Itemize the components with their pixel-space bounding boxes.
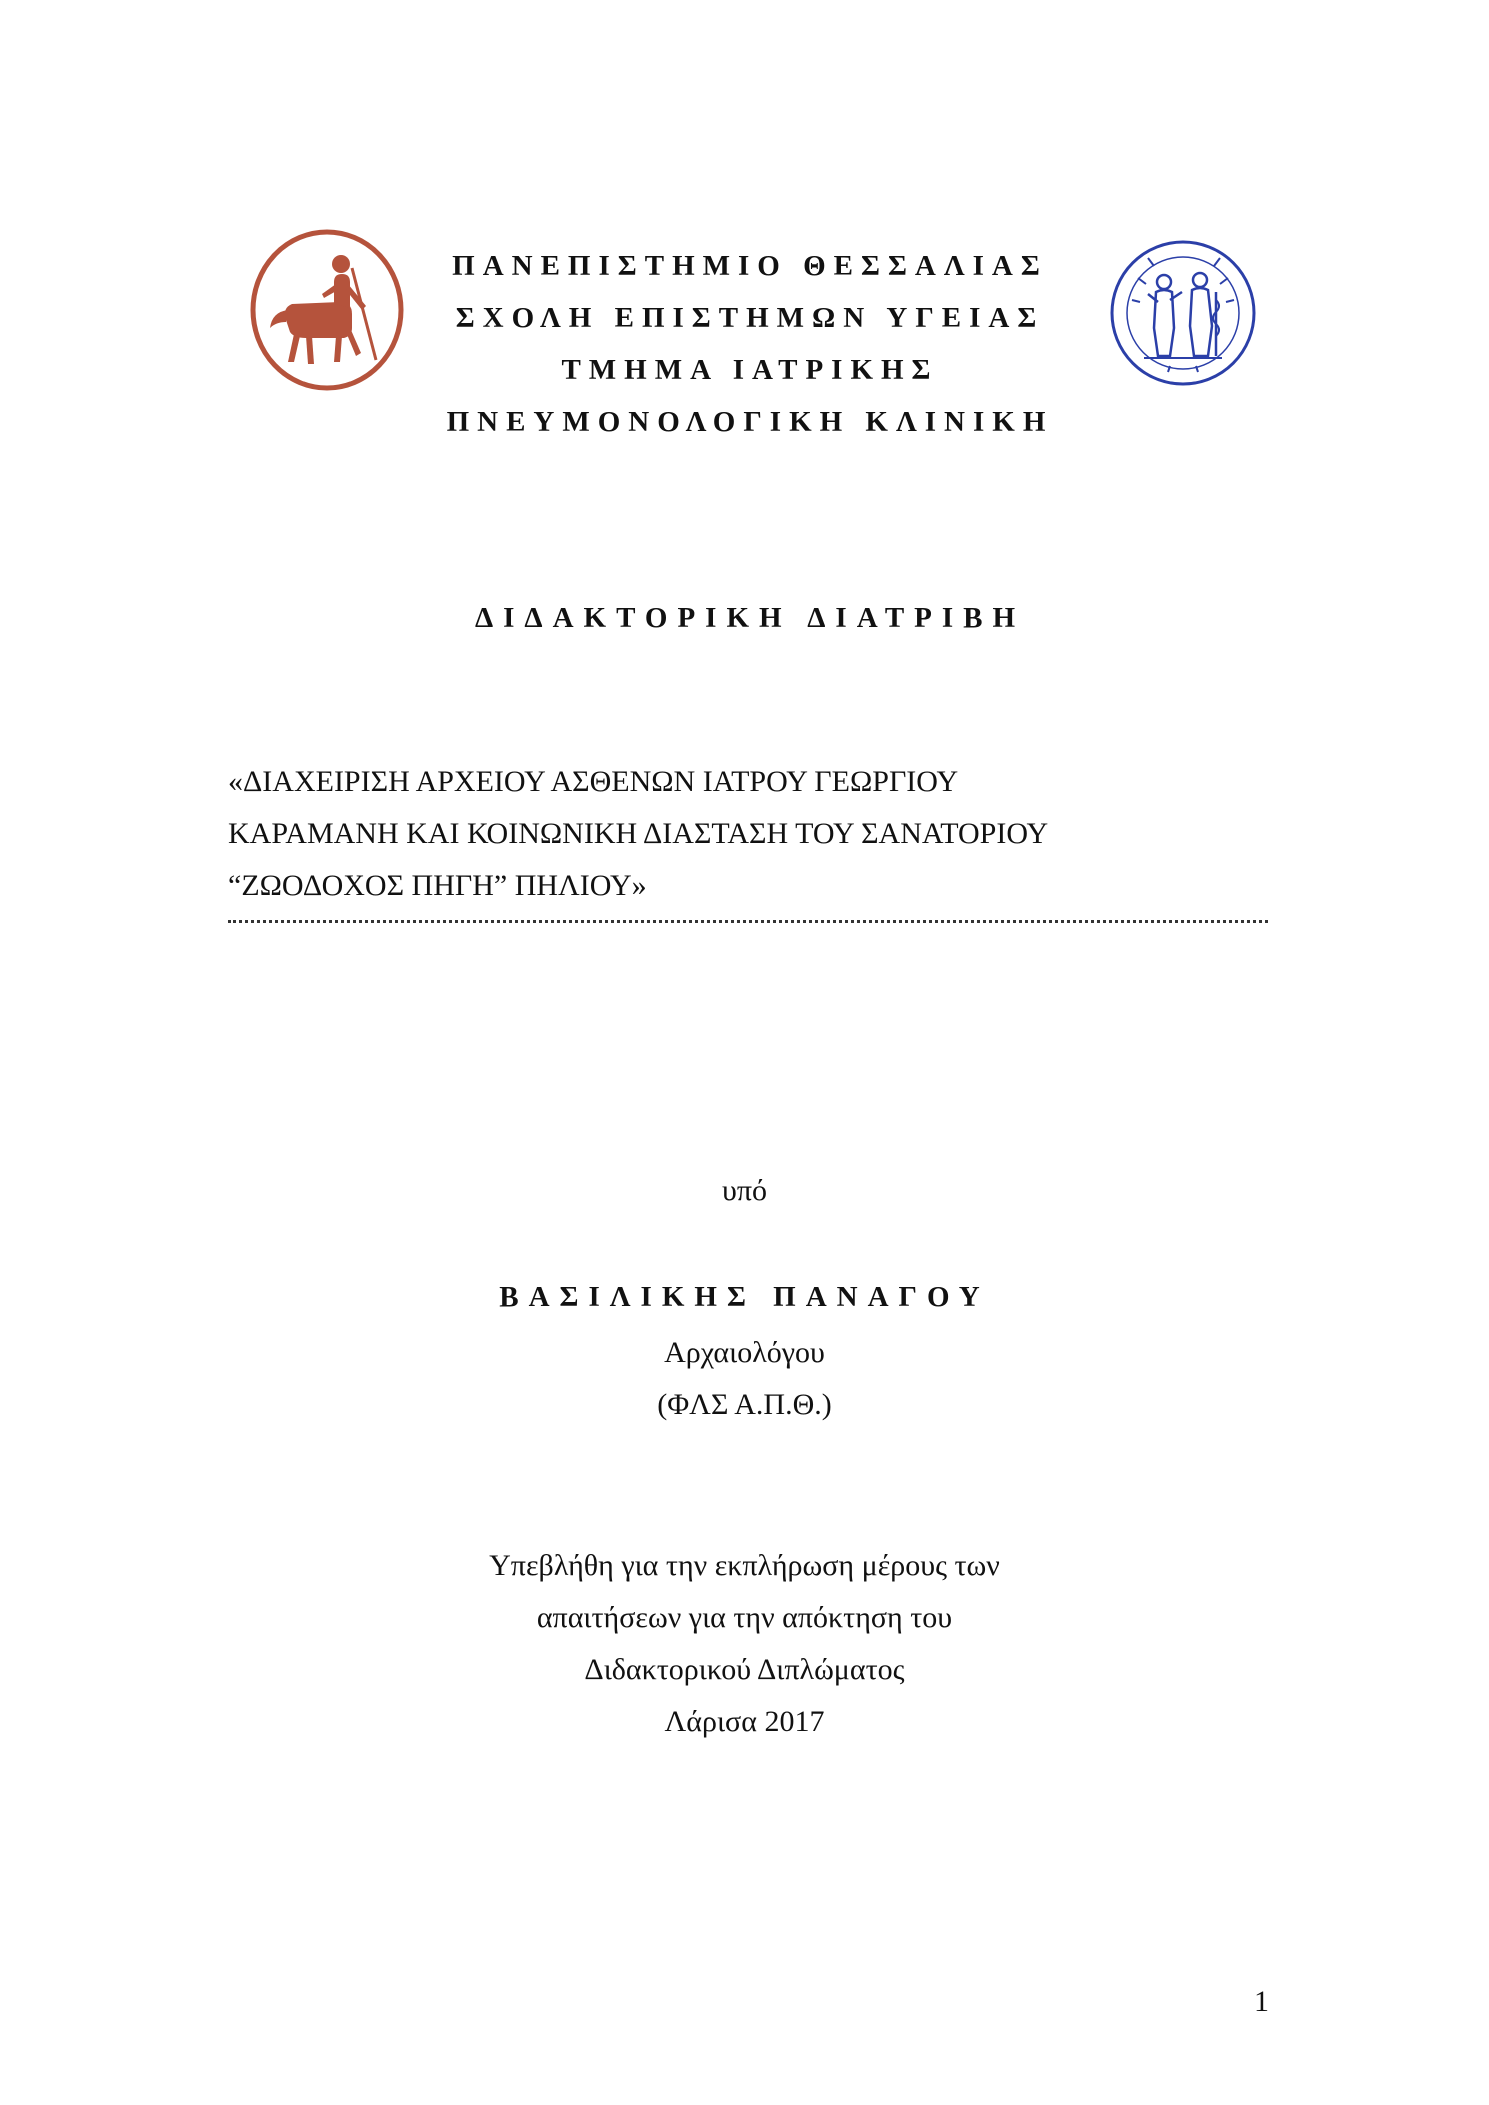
- submission-line: Διδακτορικού Διπλώματος: [584, 1653, 905, 1686]
- institution-header: [400, 240, 1100, 448]
- submission-statement: [0, 1540, 1489, 1748]
- document-type-title: ΔΙΔΑΚΤΟΡΙΚΗ ΔΙΑΤΡΙΒΗ: [474, 602, 1026, 634]
- hygeia-asclepius-seal-icon: [1108, 238, 1258, 388]
- thesis-title-line: ΚΑΡΑΜΑΝΗ ΚΑΙ ΚΟΙΝΩΝΙΚΗ ΔΙΑΣΤΑΣΗ ΤΟΥ ΣΑΝΑΤΟΡΙΟΥ: [228, 817, 1049, 850]
- author-profession: Αρχαιολόγου: [664, 1336, 825, 1369]
- university-of-thessaly-centaur-seal-icon: [248, 228, 406, 392]
- thesis-title-line: «ΔΙΑΧΕΙΡΙΣΗ ΑΡΧΕΙΟΥ ΑΣΘΕΝΩΝ ΙΑΤΡΟΥ ΓΕΩΡΓΙΟΥ: [228, 765, 959, 798]
- school-name: ΣΧΟΛΗ ΕΠΙΣΤΗΜΩΝ ΥΓΕΙΑΣ: [455, 302, 1045, 334]
- university-name: ΠΑΝΕΠΙΣΤΗΜΙΟ ΘΕΣΣΑΛΙΑΣ: [452, 250, 1048, 282]
- author-name: ΒΑΣΙΛΙΚΗΣ ΠΑΝΑΓΟΥ: [499, 1281, 990, 1313]
- thesis-title: [228, 756, 1288, 912]
- by-label: υπό: [722, 1174, 767, 1207]
- submission-line: απαιτήσεων για την απόκτηση του: [536, 1601, 953, 1634]
- place-and-year: Λάρισα 2017: [664, 1705, 825, 1738]
- clinic-name: ΠΝΕΥΜΟΝΟΛΟΓΙΚΗ ΚΛΙΝΙΚΗ: [446, 406, 1054, 438]
- thesis-title-line: “ΖΩΟΔΟΧΟΣ ΠΗΓΗ” ΠΗΛΙΟΥ»: [228, 869, 647, 902]
- author-affiliation: (ΦΛΣ Α.Π.Θ.): [657, 1388, 832, 1421]
- page-number: 1: [1254, 1985, 1269, 2018]
- submission-line: Υπεβλήθη για την εκπλήρωση μέρους των: [489, 1549, 1000, 1582]
- department-name: ΤΜΗΜΑ ΙΑΤΡΙΚΗΣ: [561, 354, 939, 386]
- dotted-divider: [228, 920, 1268, 923]
